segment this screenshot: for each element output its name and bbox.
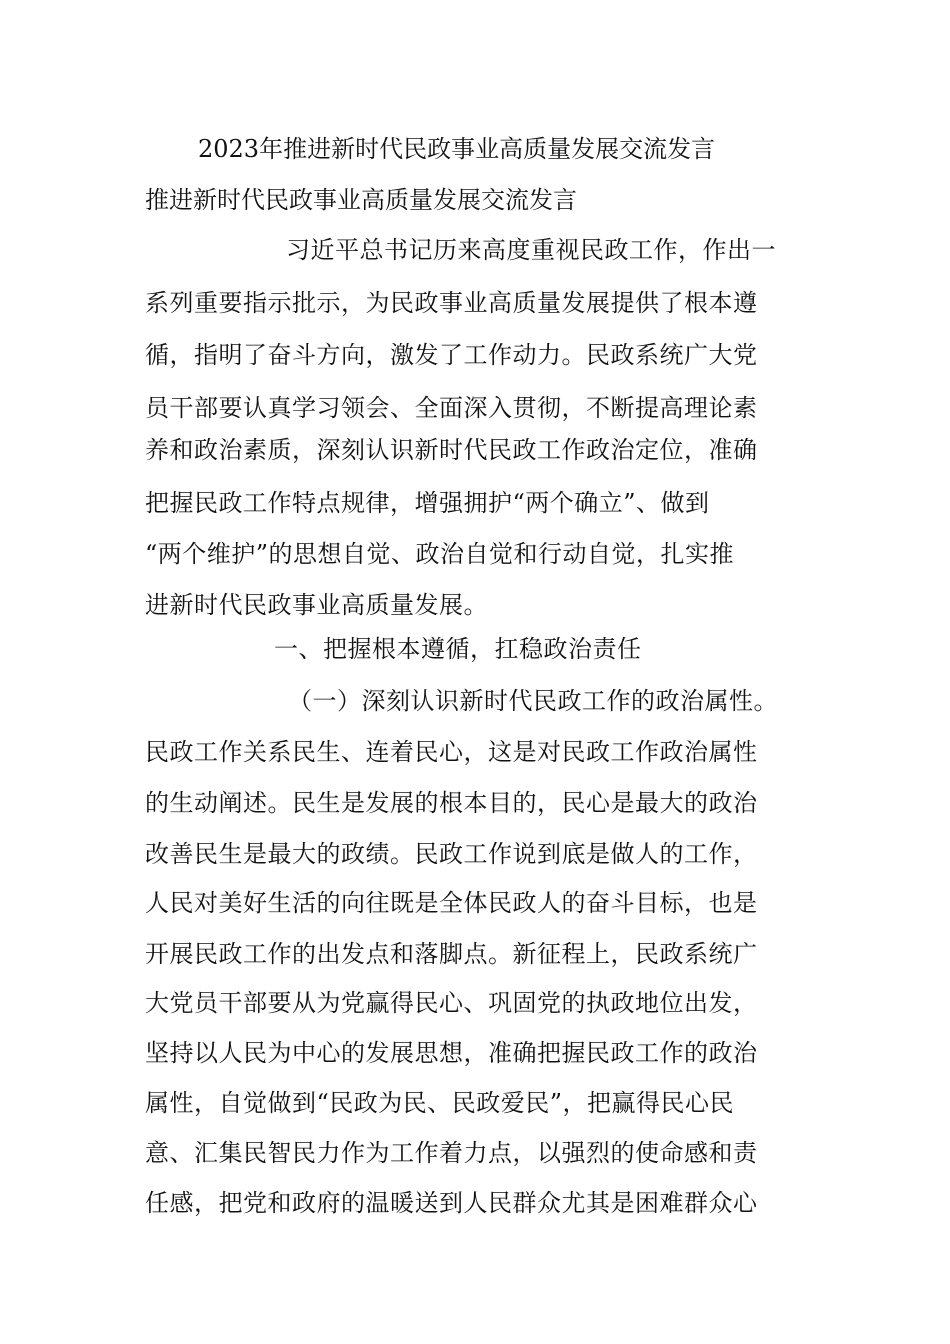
- body-line: 的生动阐述。民生是发展的根本目的，民心是最大的政治: [145, 789, 758, 817]
- body-line: 意、汇集民智民力作为工作着力点，以强烈的使命感和责: [145, 1139, 758, 1167]
- body-line: 开展民政工作的出发点和落脚点。新征程上，民政系统广: [145, 940, 758, 968]
- body-line: 属性，自觉做到“民政为民、民政爱民”，把赢得民心民: [145, 1089, 735, 1117]
- section-heading: 一、把握根本遵循，扛稳政治责任: [274, 635, 642, 663]
- intro-line: 习近平总书记历来高度重视民政工作，作出一: [286, 236, 776, 264]
- intro-line: “两个维护”的思想自觉、政治自觉和行动自觉，扎实推: [145, 540, 735, 568]
- body-line: 任感，把党和政府的温暖送到人民群众尤其是困难群众心: [145, 1189, 758, 1217]
- intro-line: 把握民政工作特点规律，增强拥护“两个确立”、做到: [145, 489, 710, 517]
- body-line: 人民对美好生活的向往既是全体民政人的奋斗目标，也是: [145, 889, 758, 917]
- intro-line: 循，指明了奋斗方向，激发了工作动力。民政系统广大党: [145, 341, 758, 369]
- intro-line: 系列重要指示批示，为民政事业高质量发展提供了根本遵: [145, 289, 758, 317]
- body-line: 坚持以人民为中心的发展思想，准确把握民政工作的政治: [145, 1039, 758, 1067]
- intro-line: 进新时代民政事业高质量发展。: [145, 591, 488, 619]
- body-line: 改善民生是最大的政绩。民政工作说到底是做人的工作，: [145, 840, 758, 868]
- intro-line: 养和政治素质，深刻认识新时代民政工作政治定位，准确: [145, 436, 758, 464]
- subsection-heading: （一）深刻认识新时代民政工作的政治属性。: [288, 687, 778, 715]
- body-line: 大党员干部要从为党赢得民心、巩固党的执政地位出发，: [145, 989, 758, 1017]
- intro-line: 员干部要认真学习领会、全面深入贯彻，不断提高理论素: [145, 394, 758, 422]
- document-title: 2023年推进新时代民政事业高质量发展交流发言: [198, 135, 716, 163]
- body-line: 民政工作关系民生、连着民心，这是对民政工作政治属性: [145, 738, 758, 766]
- document-subtitle: 推进新时代民政事业高质量发展交流发言: [145, 186, 577, 214]
